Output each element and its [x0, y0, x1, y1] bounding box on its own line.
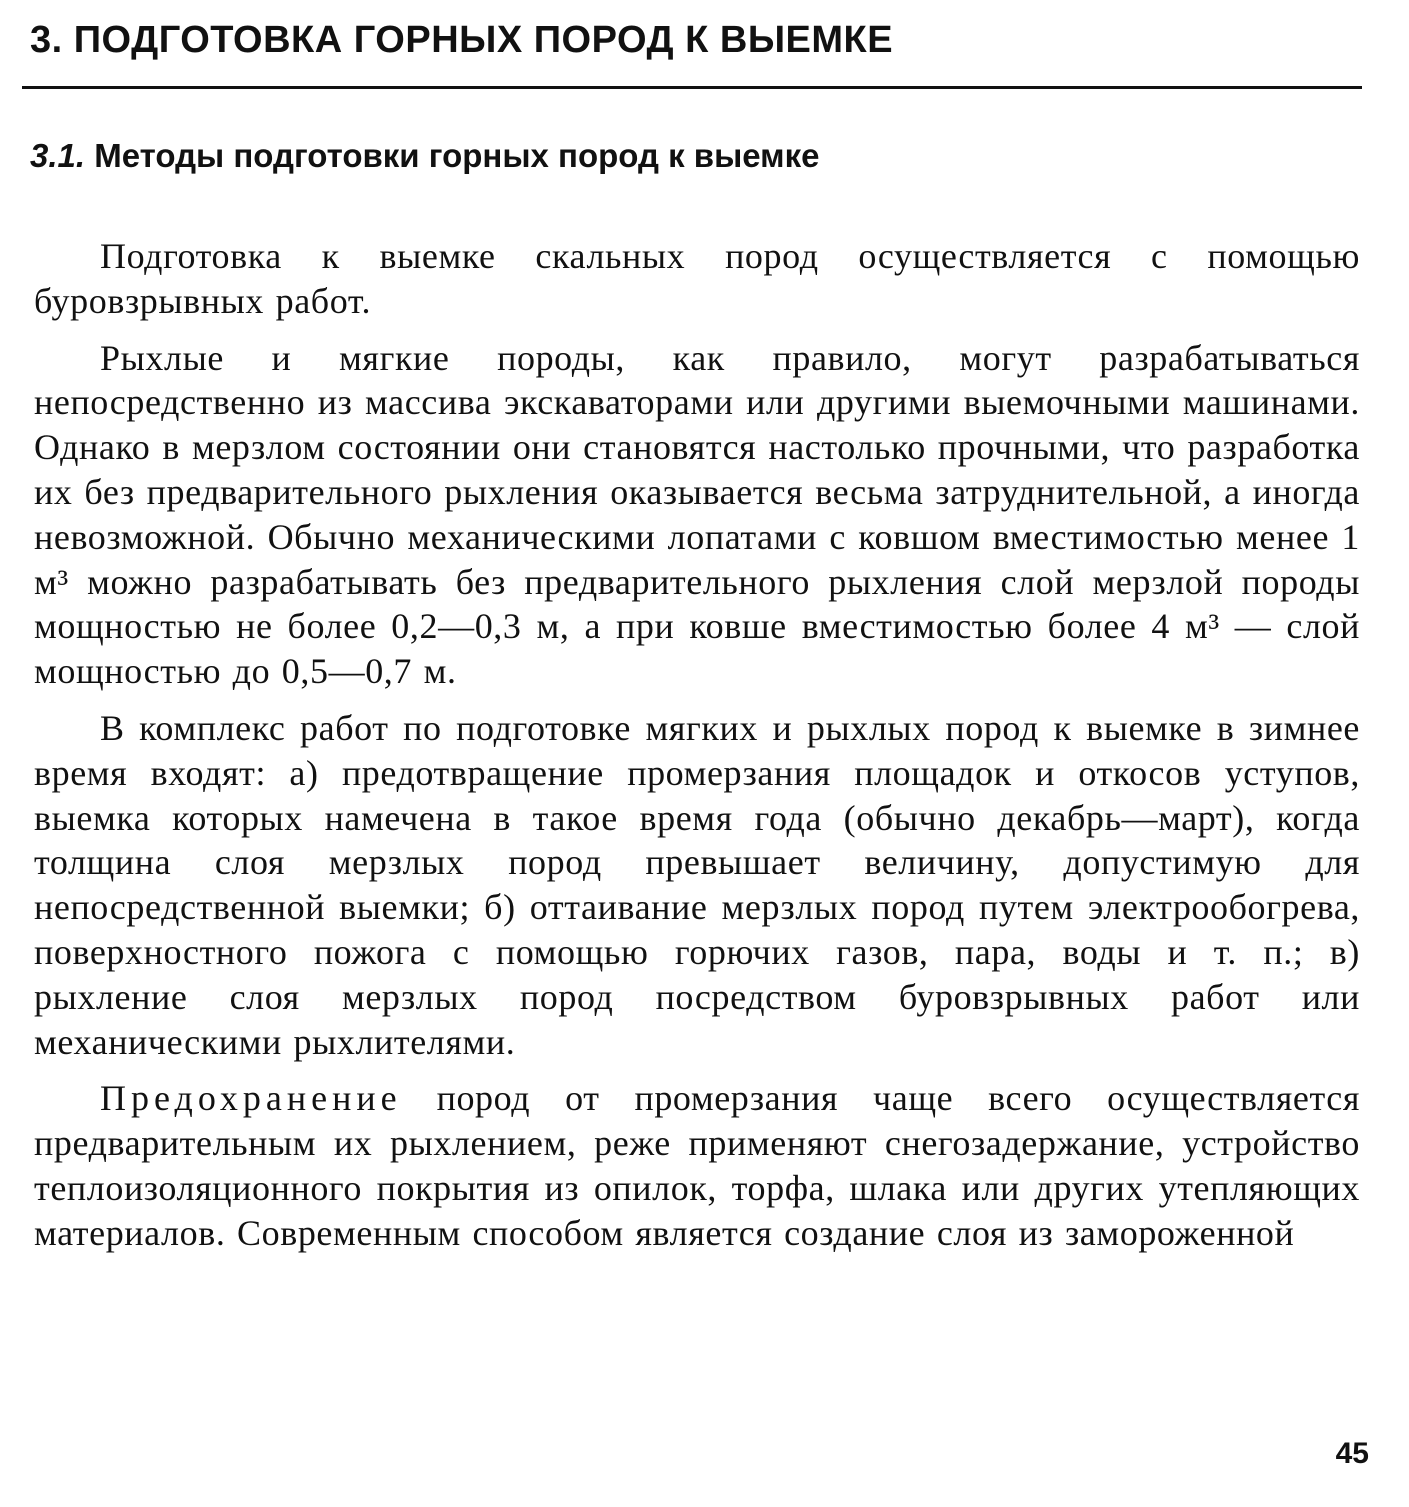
chapter-title: 3. ПОДГОТОВКА ГОРНЫХ ПОРОД К ВЫЕМКЕ: [30, 19, 894, 61]
body-text: [34, 234, 1360, 1256]
section-title: [30, 132, 819, 180]
paragraph-3: В комплекс работ по подготовке мягких и рыхлых пород к выемке в зимнее время входят: а) предотвращение промерзания площадок и откосов уступов, выемка которых намечена в такое время года (обычно декабрь—март), когда толщина слоя мерзлых пород превышает величину, допустимую для непосредственной выемки; б) оттаивание мерзлых пород путем электрообогрева, поверхностного пожога с помощью горючих газов, пара, воды и т. п.; в) рыхление слоя мерзлых пород посредством буровзрывных работ или механическими рыхлителями.: [34, 707, 1360, 1062]
paragraph-4: [34, 1076, 1360, 1255]
section-title-text: Методы подготовки горных пород к выемке: [94, 137, 820, 174]
paragraph-2: Рыхлые и мягкие породы, как правило, могут разрабатываться непосредственно из массива экскаваторами или другими выемочными машинами. Однако в мерзлом состоянии они становятся настолько прочными, что разработка их без предварительного рыхления оказывается весьма затруднительной, а иногда невозможной. Обычно механическими лопатами с ковшом вместимостью менее 1 м³ можно разрабатывать без предварительного рыхления слой мерзлой породы мощностью не более 0,2—0,3 м, а при ковше вместимостью более 4 м³ — слой мощностью до 0,5—0,7 м.: [34, 337, 1360, 692]
section-number: 3.1.: [30, 137, 86, 174]
title-rule: [22, 86, 1362, 89]
paragraph-1: Подготовка к выемке скальных пород осуществляется с помощью буровзрывных работ.: [34, 236, 1360, 321]
page-number: 45: [1335, 1437, 1369, 1470]
paragraph-4-text: пород от промерзания чаще всего осуществляется предварительным их рыхлением, реже применяют снегозадержание, устройство теплоизоляционного покрытия из опилок, торфа, шлака или других утепляющих материалов. Современным способом является создание слоя из замороженной: [34, 1078, 1360, 1253]
paragraph-4-lead-term: Предохранение: [100, 1078, 402, 1119]
